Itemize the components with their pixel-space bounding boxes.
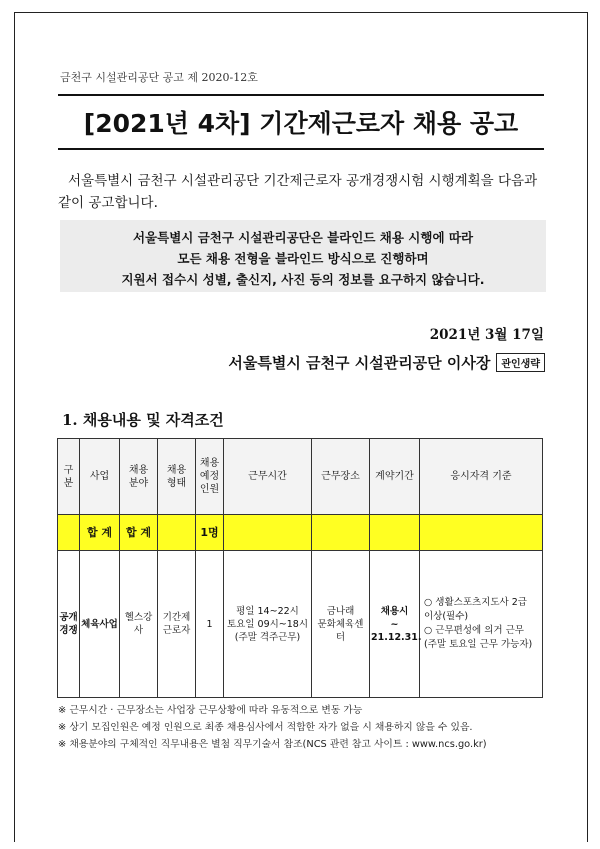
row-hours: 평일 14~22시 토요일 09시~18시 (주말 격주근무): [224, 551, 312, 698]
header-hours: 근무시간: [224, 439, 312, 515]
signer-row: [150, 350, 545, 374]
header-field: 채용 분야: [120, 439, 158, 515]
total-field: 합 계: [120, 515, 158, 551]
section-title: 1. 채용내용 및 자격조건: [62, 411, 224, 429]
note-item: ※ 근무시간 · 근무장소는 사업장 근무상황에 따라 유동적으로 변동 가능: [58, 705, 363, 716]
total-type: [158, 515, 196, 551]
title-rule-top: [58, 94, 544, 96]
note-item: ※ 상기 모집인원은 예정 인원으로 최종 채용심사에서 적합한 자가 없을 시 채용하지 않을 수 있음.: [58, 722, 473, 733]
row-place: 금나래 문화체육센터: [312, 551, 370, 698]
title-rule-bottom: [58, 148, 544, 150]
row-qualification: ○ 생활스포츠지도사 2급 이상(필수) ○ 근무편성에 의거 근무 (주말 토요일 근무 가능자): [420, 551, 543, 698]
header-qualification: 응시자격 기준: [420, 439, 543, 515]
seal-stamp: 관인생략: [496, 353, 545, 372]
row-contract: 채용시 ~ 21.12.31.: [370, 551, 420, 698]
row-category: 공개 경쟁: [58, 551, 80, 698]
notice-date: 2021년 3월 17일: [429, 327, 544, 343]
notes: [58, 702, 558, 753]
total-place: [312, 515, 370, 551]
row-field: 헬스강사: [120, 551, 158, 698]
recruitment-table: [57, 438, 543, 698]
total-business: 합 계: [80, 515, 120, 551]
table-total-row: [58, 515, 543, 551]
blind-notice-line-2: 모든 채용 전형을 블라인드 방식으로 진행하며: [177, 251, 429, 266]
total-contract: [370, 515, 420, 551]
intro-paragraph: 서울특별시 금천구 시설관리공단 기간제근로자 공개경쟁시험 시행계획을 다음과 같이 공고합니다.: [58, 173, 538, 211]
header-category: 구분: [58, 439, 80, 515]
header-type: 채용 형태: [158, 439, 196, 515]
total-hours: [224, 515, 312, 551]
signer: 서울특별시 금천구 시설관리공단 이사장: [228, 353, 491, 372]
document-title: [2021년 4차] 기간제근로자 채용 공고: [83, 109, 519, 138]
header-planned: 채용 예정 인원: [196, 439, 224, 515]
header-business: 사업: [80, 439, 120, 515]
row-business: 체육사업: [80, 551, 120, 698]
header-place: 근무장소: [312, 439, 370, 515]
row-type: 기간제 근로자: [158, 551, 196, 698]
blind-recruitment-notice: [60, 220, 546, 292]
table-row: [58, 551, 543, 698]
row-planned: 1: [196, 551, 224, 698]
blind-notice-line-3: 지원서 접수시 성별, 출신지, 사진 등의 정보를 요구하지 않습니다.: [121, 272, 485, 287]
blind-notice-line-1: 서울특별시 금천구 시설관리공단은 블라인드 채용 시행에 따라: [132, 230, 474, 245]
table-header-row: [58, 439, 543, 515]
total-category: [58, 515, 80, 551]
note-item: ※ 채용분야의 구체적인 직무내용은 별첨 직무기술서 참조(NCS 관련 참고 사이트 : www.ncs.go.kr): [58, 739, 487, 750]
header-contract: 계약기간: [370, 439, 420, 515]
total-planned: 1명: [196, 515, 224, 551]
notice-number: 금천구 시설관리공단 공고 제 2020-12호: [60, 71, 258, 84]
total-qualification: [420, 515, 543, 551]
